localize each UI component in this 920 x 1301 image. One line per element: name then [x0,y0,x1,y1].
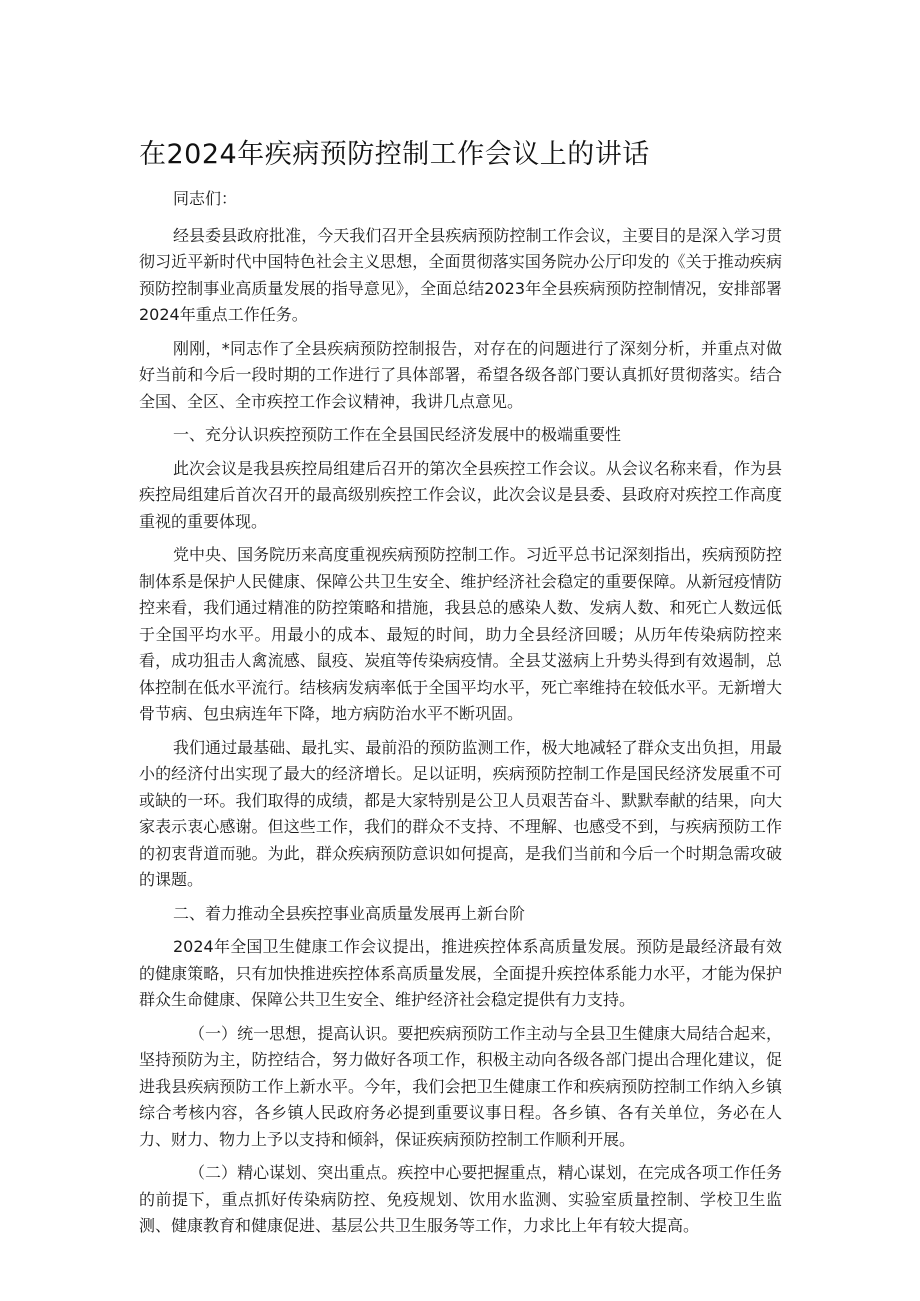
body-paragraph: 此次会议是我县疾控局组建后召开的第次全县疾控工作会议。从会议名称来看，作为县疾控局组建后首次召开的最高级别疾控工作会议，此次会议是县委、县政府对疾控工作高度重视的重要体现。 [139,458,782,531]
document-title: 在2024年疾病预防控制工作会议上的讲话 [139,139,650,170]
section-heading: 二、着力推动全县疾控事业高质量发展再上新台阶 [173,903,526,923]
subsection-paragraph: （二）精心谋划、突出重点。疾控中心要把握重点，精心谋划，在完成各项工作任务的前提下，重点抓好传染病防控、免疫规划、饮用水监测、实验室质量控制、学校卫生监测、健康教育和健康促进、基层公共卫生服务等工作，力求比上年有较大提高。 [139,1163,782,1235]
section-heading: 一、充分认识疾控预防工作在全县国民经济发展中的极端重要性 [173,425,622,444]
document-body [139,186,782,1247]
body-paragraph: 经县委县政府批准，今天我们召开全县疾病预防控制工作会议，主要目的是深入学习贯彻习近平新时代中国特色社会主义思想，全面贯彻落实国务院办公厅印发的《关于推动疾病预防控制事业高质量发展的指导意见》，全面总结2023年全县疾病预防控制情况，安排部署2024年重点工作任务。 [139,225,782,324]
body-paragraph: 2024年全国卫生健康工作会议提出，推进疾控体系高质量发展。预防是最经济最有效的健康策略，只有加快推进疾控体系高质量发展，全面提升疾控体系能力水平，才能为保护群众生命健康、保障公共卫生安全、维护经济社会稳定提供有力支持。 [139,937,782,1009]
salutation: 同志们： [173,189,238,208]
subsection-paragraph: （一）统一思想，提高认识。要把疾病预防工作主动与全县卫生健康大局结合起来，坚持预防为主，防控结合，努力做好各项工作，积极主动向各级各部门提出合理化建议，促进我县疾病预防工作上新水平。今年，我们会把卫生健康工作和疾病预防控制工作纳入乡镇综合考核内容，各乡镇人民政府务必提到重要议事日程。各乡镇、各有关单位，务必在人力、财力、物力上予以支持和倾斜，保证疾病预防控制工作顺利开展。 [139,1023,782,1149]
body-paragraph: 刚刚，*同志作了全县疾病预防控制报告，对存在的问题进行了深刻分析，并重点对做好当前和今后一段时期的工作进行了具体部署，希望各级各部门要认真抓好贯彻落实。结合全国、全区、全市疾控工作会议精神，我讲几点意见。 [139,338,782,411]
body-paragraph: 我们通过最基础、最扎实、最前沿的预防监测工作，极大地减轻了群众支出负担，用最小的经济付出实现了最大的经济增长。足以证明，疾病预防控制工作是国民经济发展重不可或缺的一环。我们取得的成绩，都是大家特别是公卫人员艰苦奋斗、默默奉献的结果，向大家表示衷心感谢。但这些工作，我们的群众不支持、不理解、也感受不到，与疾病预防工作的初衷背道而驰。为此，群众疾病预防意识如何提高，是我们当前和今后一个时期急需攻破的课题。 [139,737,782,889]
body-paragraph: 党中央、国务院历来高度重视疾病预防控制工作。习近平总书记深刻指出，疾病预防控制体系是保护人民健康、保障公共卫生安全、维护经济社会稳定的重要保障。从新冠疫情防控来看，我们通过精准的防控策略和措施，我县总的感染人数、发病人数、和死亡人数远低于全国平均水平。用最小的成本、最短的时间，助力全县经济回暖；从历年传染病防控来看，成功狙击人禽流感、鼠疫、炭疽等传染病疫情。全县艾滋病上升势头得到有效遏制，总体控制在低水平流行。结核病发病率低于全国平均水平，死亡率维持在较低水平。无新增大骨节病、包虫病连年下降，地方病防治水平不断巩固。 [139,545,782,723]
